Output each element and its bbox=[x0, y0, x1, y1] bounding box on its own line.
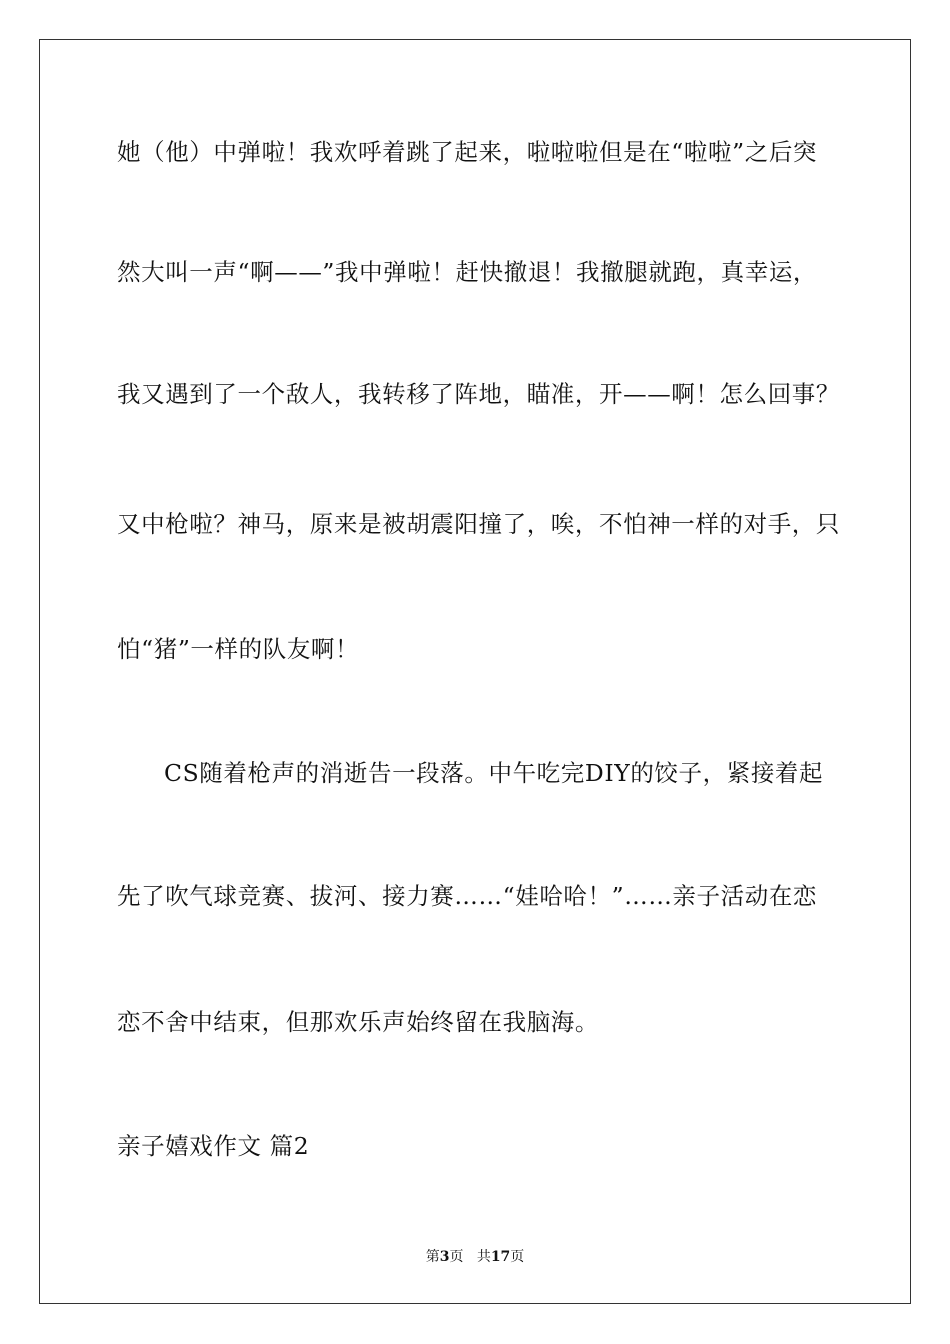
footer-page-suffix: 页 bbox=[449, 1249, 464, 1265]
page-frame bbox=[39, 39, 911, 1304]
footer-total-pages: 17 bbox=[490, 1249, 511, 1265]
body-line-5: 怕“猪”一样的队友啊！ bbox=[117, 635, 360, 663]
footer-page-prefix: 第 bbox=[425, 1249, 440, 1265]
footer-total-suffix: 页 bbox=[510, 1249, 525, 1265]
body-line-4: 又中枪啦？神马，原来是被胡震阳撞了，唉，不怕神一样的对手，只 bbox=[117, 510, 840, 538]
section-heading: 亲子嬉戏作文 篇2 bbox=[117, 1132, 310, 1160]
footer-total-prefix: 共 bbox=[476, 1249, 491, 1265]
footer-page-number: 3 bbox=[439, 1249, 450, 1265]
body-line-3: 我又遇到了一个敌人，我转移了阵地，瞄准，开——啊！怎么回事？ bbox=[117, 380, 840, 408]
body-line-1: 她（他）中弹啦！我欢呼着跳了起来，啦啦啦但是在“啦啦”之后突 bbox=[117, 138, 818, 166]
body-line-2: 然大叫一声“啊——”我中弹啦！赶快撤退！我撤腿就跑，真幸运， bbox=[117, 258, 818, 286]
paragraph-2-line-3: 恋不舍中结束，但那欢乐声始终留在我脑海。 bbox=[117, 1008, 599, 1036]
paragraph-2-line-1: CS随着枪声的消逝告一段落。中午吃完DIY的饺子，紧接着起 bbox=[164, 759, 824, 787]
page-footer bbox=[0, 1247, 950, 1267]
paragraph-2-line-2: 先了吹气球竞赛、拔河、接力赛……“娃哈哈！”……亲子活动在恋 bbox=[117, 882, 818, 910]
